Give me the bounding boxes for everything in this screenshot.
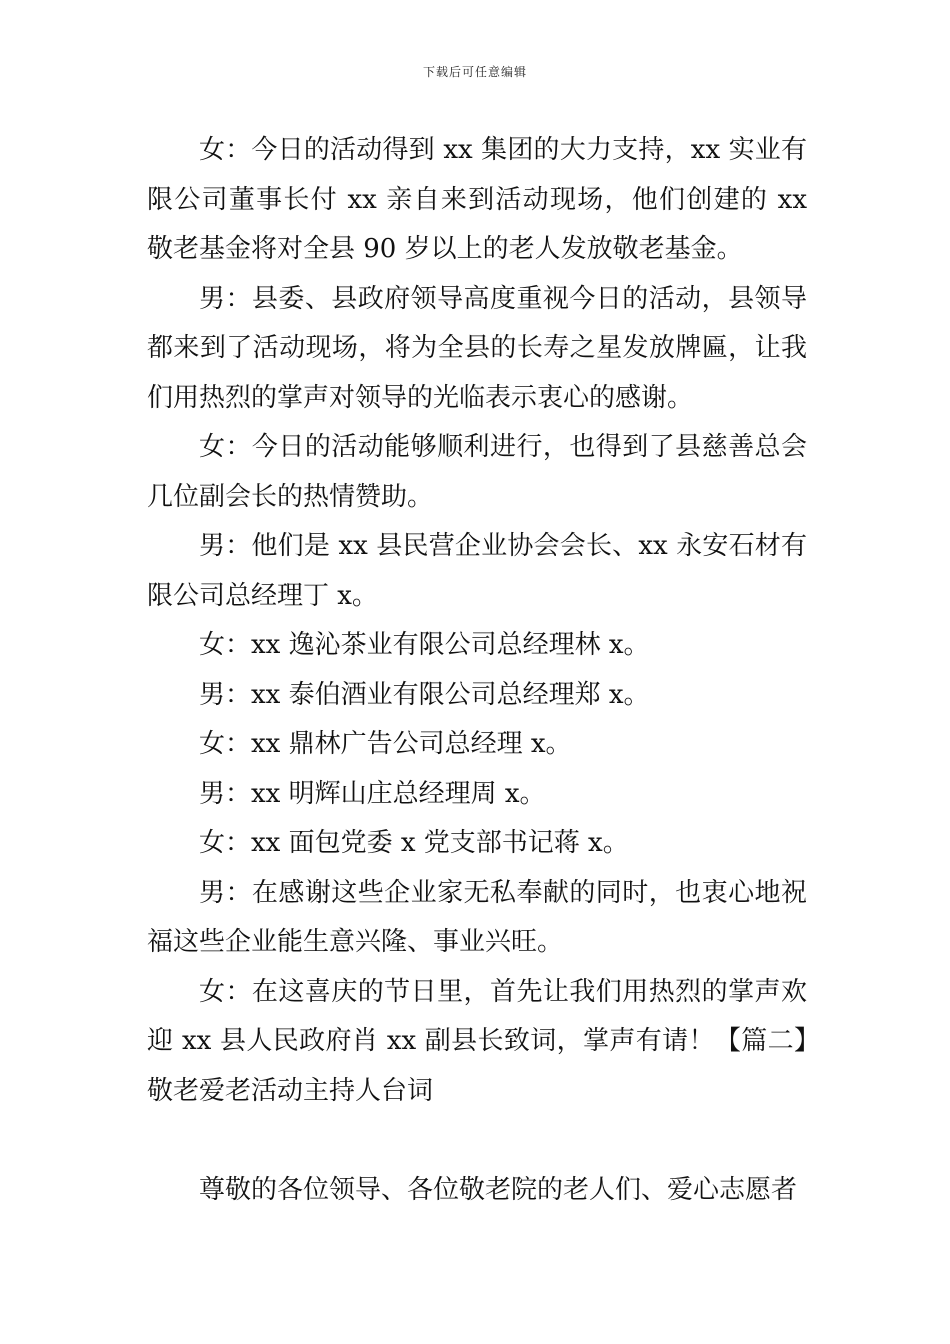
paragraph: 男：xx 明辉山庄总经理周 x。 <box>199 778 546 809</box>
paragraph: 女：今日的活动得到 xx 集团的大力支持，xx 实业有限公司董事长付 xx 亲自来到活动现场，他们创建的 xx 敬老基金将对全县 90 岁以上的老人发放敬老基金。 <box>147 135 807 264</box>
paragraph: 女：xx 面包党委 x 党支部书记蒋 x。 <box>199 828 629 858</box>
paragraph: 尊敬的各位领导、各位敬老院的老人们、爱心志愿者 <box>199 1174 798 1205</box>
paragraph: 男：他们是 xx 县民营企业协会会长、xx 永安石材有限公司总经理丁 x。 <box>147 531 807 611</box>
document-body <box>147 126 807 1215</box>
paragraph: 女：xx 鼎林广告公司总经理 x。 <box>199 729 572 759</box>
paragraph-gap <box>147 1116 807 1166</box>
paragraph: 女：今日的活动能够顺利进行，也得到了县慈善总会几位副会长的热情赞助。 <box>147 432 807 512</box>
paragraph: 女：在这喜庆的节日里，首先让我们用热烈的掌声欢迎 xx 县人民政府肖 xx 副县长致词，掌声有请！【篇二】敬老爱老活动主持人台词 <box>147 976 807 1106</box>
paragraph: 男：在感谢这些企业家无私奉献的同时，也衷心地祝福这些企业能生意兴隆、事业兴旺。 <box>147 877 807 957</box>
page-header: 下载后可任意编辑 <box>422 65 527 79</box>
paragraph: 男：xx 泰伯酒业有限公司总经理郑 x。 <box>199 679 650 710</box>
paragraph: 女：xx 逸沁茶业有限公司总经理林 x。 <box>199 630 650 660</box>
paragraph: 男：县委、县政府领导高度重视今日的活动，县领导都来到了活动现场，将为全县的长寿之星发放牌匾，让我们用热烈的掌声对领导的光临表示衷心的感谢。 <box>147 283 807 413</box>
